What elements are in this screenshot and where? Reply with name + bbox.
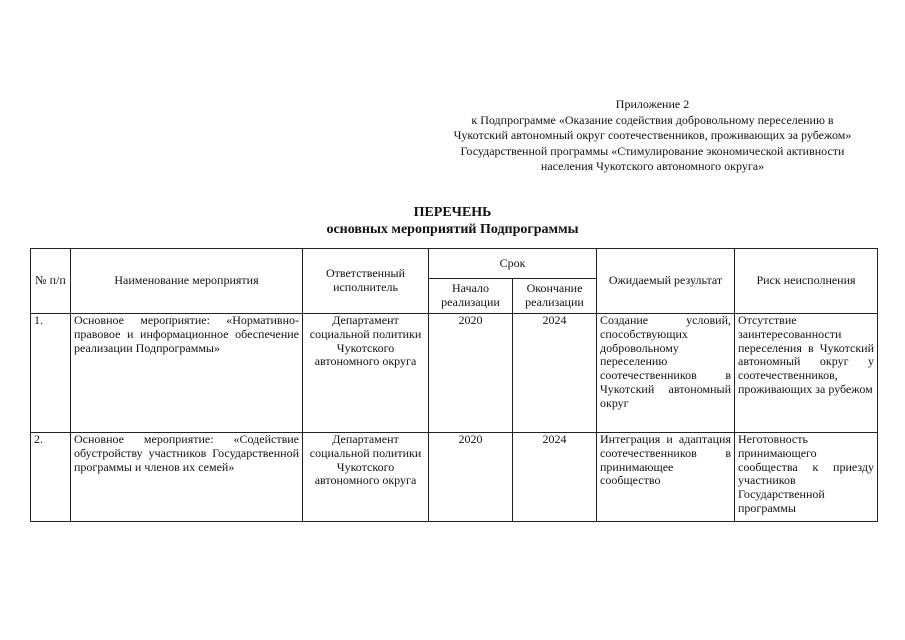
table-row	[31, 314, 878, 433]
cell-end: 2024	[513, 314, 597, 433]
table-row	[31, 433, 878, 522]
appendix-line: Чукотский автономный округ соотечественников, проживающих за рубежом»	[453, 128, 852, 143]
appendix-header	[400, 97, 905, 175]
appendix-line: Приложение 2	[615, 97, 690, 111]
header-end: Окончание реализации	[513, 279, 597, 314]
appendix-line: населения Чукотского автономного округа»	[540, 159, 765, 174]
document-subtitle: основных мероприятий Подпрограммы	[326, 222, 579, 237]
cell-num: 1.	[31, 314, 71, 433]
header-executor: Ответственный исполнитель	[303, 249, 429, 314]
appendix-line: Государственной программы «Стимулирование экономической активности	[460, 143, 845, 158]
cell-result: Интеграция и адаптация соотечественников в принимающее сообщество	[597, 433, 735, 522]
cell-risk: Отсутствие заинтересованности переселения в Чукотский автономный округ у соотечественников, проживающих за рубежом	[735, 314, 878, 433]
measures-table	[30, 248, 878, 522]
cell-num: 2.	[31, 433, 71, 522]
appendix-line: к Подпрограмме «Оказание содействия добровольному переселению в	[471, 112, 834, 127]
header-row	[31, 249, 878, 279]
cell-name: Основное мероприятие: «Содействие обустройству участников Государственной программы и членов их семей»	[71, 433, 303, 522]
cell-name: Основное мероприятие: «Нормативно-правовое и информационное обеспечение реализации Подпрограммы»	[71, 314, 303, 433]
cell-result: Создание условий, способствующих добровольному переселению соотечественников в Чукотский автономный округ	[597, 314, 735, 433]
cell-end: 2024	[513, 433, 597, 522]
cell-executor: Департамент социальной политики Чукотского автономного округа	[303, 314, 429, 433]
header-result: Ожидаемый результат	[597, 249, 735, 314]
header-start: Начало реализации	[429, 279, 513, 314]
cell-executor: Департамент социальной политики Чукотского автономного округа	[303, 433, 429, 522]
cell-start: 2020	[429, 314, 513, 433]
cell-start: 2020	[429, 433, 513, 522]
header-num: № п/п	[31, 249, 71, 314]
header-term: Срок	[429, 249, 597, 279]
cell-risk: Неготовность принимающего сообщества к приезду участников Государственной программы	[735, 433, 878, 522]
header-risk: Риск неисполнения	[735, 249, 878, 314]
header-name: Наименование мероприятия	[71, 249, 303, 314]
document-title: ПЕРЕЧЕНЬ	[413, 205, 492, 220]
